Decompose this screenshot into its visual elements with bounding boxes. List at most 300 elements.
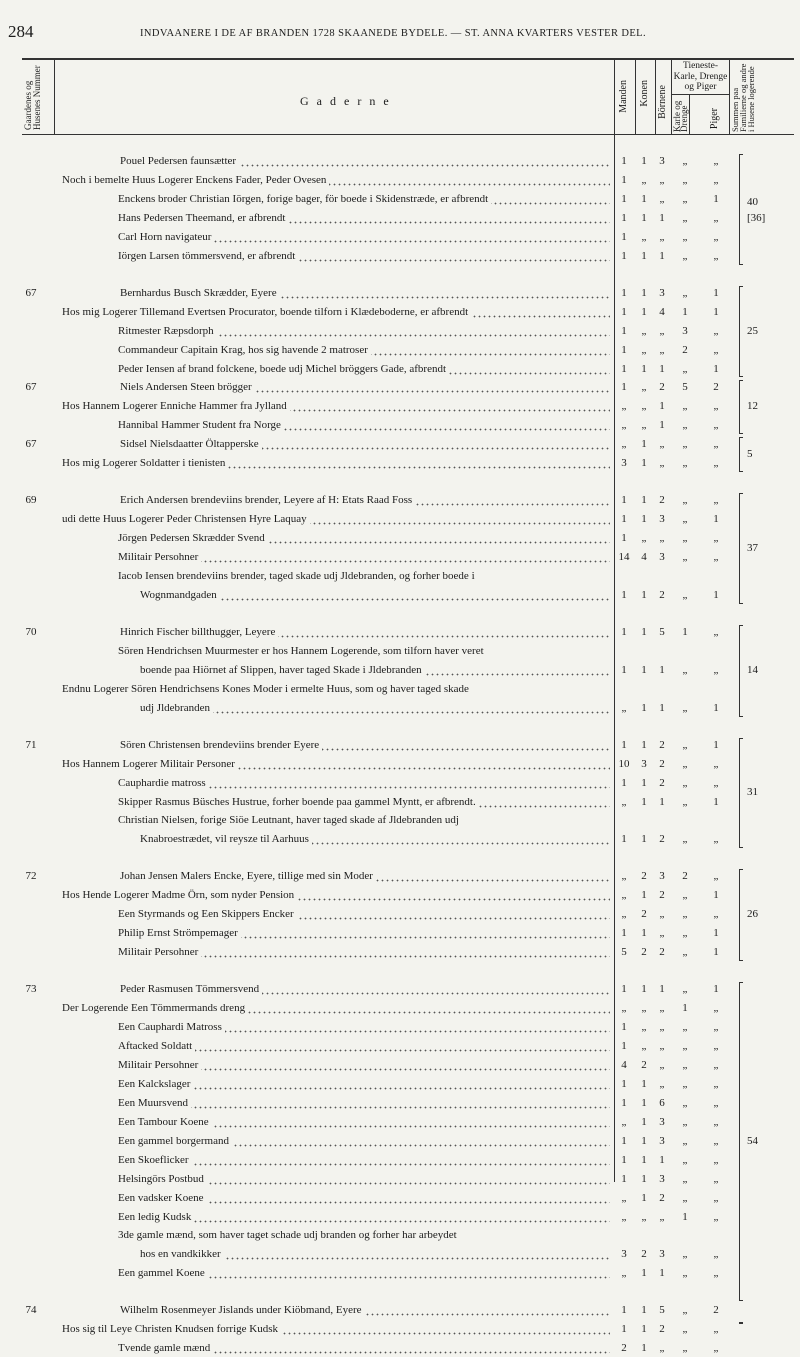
count-men: „	[621, 400, 627, 413]
family-total: 12	[747, 400, 758, 413]
resident-entry: Hannibal Hammer Student fra Norge	[118, 416, 610, 434]
count-men: 1	[621, 1134, 627, 1147]
count-servant-girls: „	[713, 173, 719, 186]
count-servant-girls: „	[713, 249, 719, 262]
table-row	[0, 1339, 800, 1357]
count-men: 1	[621, 663, 627, 676]
count-women: „	[641, 343, 647, 356]
count-men: 1	[621, 833, 627, 846]
table-row	[0, 378, 800, 396]
table-row	[0, 811, 800, 829]
family-total: 26	[747, 908, 758, 921]
table-row	[0, 586, 800, 604]
count-servant-girls: 1	[713, 192, 719, 205]
house-number: 69	[25, 494, 37, 507]
house-number: 74	[25, 1304, 37, 1317]
resident-entry: Knabroestrædet, vil reysze til Aarhuus	[140, 830, 610, 848]
count-servant-men: „	[682, 663, 688, 676]
count-servant-girls: 1	[713, 286, 719, 299]
count-servant-men: „	[682, 400, 688, 413]
table-row	[0, 1151, 800, 1169]
count-children: 2	[659, 588, 665, 601]
table-row	[0, 360, 800, 378]
count-servant-girls: 1	[713, 588, 719, 601]
count-servant-men: „	[682, 701, 688, 714]
count-men: 5	[621, 946, 627, 959]
count-children: „	[659, 1021, 665, 1033]
count-children: 1	[659, 663, 665, 676]
count-men: 1	[621, 1323, 627, 1336]
table-row	[0, 228, 800, 246]
table-row	[0, 943, 800, 961]
count-women: „	[641, 400, 647, 413]
count-servant-men: 2	[682, 343, 688, 356]
col-rule-women	[655, 58, 656, 135]
count-children: 1	[659, 983, 665, 996]
count-servant-girls: „	[713, 1039, 719, 1052]
count-men: „	[621, 1115, 627, 1128]
table-row	[0, 680, 800, 698]
table-row	[0, 924, 800, 942]
resident-entry: Cauphardie matross	[118, 774, 610, 792]
count-servant-girls: „	[713, 1058, 719, 1071]
count-women: 1	[641, 438, 647, 451]
table-row	[0, 736, 800, 754]
count-men: 1	[621, 532, 627, 545]
count-children: 3	[659, 1115, 665, 1128]
count-women: 1	[641, 286, 647, 299]
table-row	[0, 886, 800, 904]
count-servant-girls: „	[713, 1342, 719, 1355]
count-servant-men: „	[682, 983, 688, 996]
count-children: 2	[659, 889, 665, 902]
header-col-children: Börnene	[657, 85, 668, 119]
count-men: „	[621, 889, 627, 902]
family-bracket	[739, 1322, 743, 1324]
count-children: 2	[659, 381, 665, 394]
count-children: „	[659, 1039, 665, 1052]
resident-entry: Noch i bemelte Huus Logerer Enckens Fader, Peder Ovesen	[62, 171, 610, 189]
count-children: 1	[659, 419, 665, 432]
resident-entry: Peder Rasmusen Tömmersvend	[120, 980, 610, 998]
count-servant-girls: „	[713, 343, 719, 356]
count-servant-girls: „	[713, 625, 719, 638]
count-servant-men: „	[682, 738, 688, 751]
count-servant-men: „	[682, 249, 688, 262]
count-servant-girls: „	[713, 757, 719, 770]
table-row	[0, 755, 800, 773]
resident-entry: Skipper Rasmus Büsches Hustrue, forher boende paa gammel Myntt, er afbrendt.	[118, 793, 610, 811]
count-servant-girls: „	[713, 1153, 719, 1166]
count-servant-girls: 1	[713, 701, 719, 714]
table-row	[0, 1226, 800, 1244]
count-men: 1	[621, 211, 627, 224]
table-row	[0, 416, 800, 434]
count-men: 1	[621, 286, 627, 299]
count-servant-men: „	[682, 1039, 688, 1052]
count-servant-men: „	[682, 1191, 688, 1204]
count-children: „	[659, 1342, 665, 1355]
count-children: 1	[659, 795, 665, 808]
count-servant-men: „	[682, 211, 688, 224]
count-women: 1	[641, 1077, 647, 1090]
count-children: 2	[659, 1191, 665, 1204]
resident-entry: Sören Hendrichsen Muurmester er hos Hannem Logerende, som tilforn haver veret	[118, 644, 484, 657]
count-children: „	[659, 1210, 665, 1223]
table-row	[0, 1075, 800, 1093]
table-row	[0, 1113, 800, 1131]
count-servant-girls: „	[713, 1191, 719, 1204]
count-servant-girls: „	[713, 1096, 719, 1109]
resident-entry: Johan Jensen Malers Encke, Eyere, tillige med sin Moder	[120, 867, 610, 885]
count-women: 4	[641, 551, 647, 564]
count-men: 1	[621, 1039, 627, 1052]
count-women: 1	[641, 1096, 647, 1109]
count-servant-girls: 1	[713, 795, 719, 808]
count-servant-girls: „	[713, 1267, 719, 1280]
count-children: 1	[659, 362, 665, 375]
header-col-women: Konen	[639, 80, 650, 107]
count-men: 1	[621, 192, 627, 205]
count-servant-men: „	[682, 588, 688, 601]
resident-entry: Militair Persohner	[118, 1056, 610, 1074]
resident-entry: Peder Iensen af brand folckene, boede udj Michel bröggers Gade, afbrendt	[118, 360, 610, 378]
count-women: 1	[641, 1191, 647, 1204]
count-servant-girls: „	[713, 1021, 719, 1033]
table-row	[0, 152, 800, 170]
count-servant-girls: „	[713, 230, 719, 243]
count-children: 2	[659, 833, 665, 846]
count-men: 1	[621, 625, 627, 638]
count-men: 3	[621, 1248, 627, 1261]
count-children: „	[659, 908, 665, 921]
count-men: 14	[618, 551, 630, 564]
family-total: 25	[747, 324, 758, 337]
resident-entry: Bernhardus Busch Skrædder, Eyere	[120, 284, 610, 302]
resident-entry: Jörgen Pedersen Skrædder Svend	[118, 529, 610, 547]
count-men: „	[621, 701, 627, 714]
count-women: 1	[641, 738, 647, 751]
count-servant-men: „	[682, 1323, 688, 1336]
count-men: „	[621, 1267, 627, 1280]
count-servant-men: „	[682, 513, 688, 526]
table-row	[0, 1208, 800, 1226]
count-servant-girls: „	[713, 400, 719, 413]
table-row	[0, 1037, 800, 1055]
count-servant-girls: „	[713, 1323, 719, 1336]
count-women: 2	[641, 908, 647, 921]
count-women: 3	[641, 757, 647, 770]
count-servant-men: „	[682, 1248, 688, 1261]
count-women: „	[641, 1021, 647, 1033]
count-men: 1	[621, 155, 627, 167]
count-women: „	[641, 532, 647, 545]
resident-entry: Der Logerende Een Tömmermands dreng	[62, 999, 610, 1017]
count-servant-girls: 1	[713, 362, 719, 375]
count-women: 2	[641, 870, 647, 883]
count-men: 2	[621, 1342, 627, 1355]
resident-entry: Commandeur Capitain Krag, hos sig havende 2 matroser	[118, 341, 610, 359]
count-servant-men: „	[682, 795, 688, 808]
count-children: „	[659, 927, 665, 940]
count-servant-girls: 1	[713, 305, 719, 318]
count-women: 1	[641, 1267, 647, 1280]
resident-entry: Hos mig Logerer Tillemand Evertsen Procurator, boende tilforn i Klædeboderne, er afbrendt	[62, 303, 610, 321]
count-servant-men: „	[682, 1134, 688, 1147]
count-servant-men: „	[682, 438, 688, 451]
count-children: 6	[659, 1096, 665, 1109]
count-servant-girls: 1	[713, 927, 719, 940]
count-children: 3	[659, 155, 665, 167]
count-children: „	[659, 1002, 665, 1015]
resident-entry: Een gammel Koene	[118, 1264, 610, 1282]
count-men: 10	[618, 757, 630, 770]
count-men: „	[621, 438, 627, 451]
table-row	[0, 623, 800, 641]
header-bottom-rule	[22, 134, 794, 135]
count-servant-men: „	[682, 1021, 688, 1033]
resident-entry: Carl Horn navigateur	[118, 228, 610, 246]
table-row	[0, 171, 800, 189]
count-servant-girls: „	[713, 532, 719, 545]
count-men: 1	[621, 983, 627, 996]
count-women: 1	[641, 1304, 647, 1317]
count-servant-girls: „	[713, 1077, 719, 1090]
count-children: 1	[659, 1153, 665, 1166]
count-servant-men: „	[682, 1172, 688, 1185]
count-servant-girls: „	[713, 833, 719, 846]
table-row	[0, 510, 800, 528]
table-row	[0, 1320, 800, 1338]
header-col-street: G a d e r n e	[300, 94, 392, 108]
resident-entry: Endnu Logerer Sören Hendrichsens Kones Moder i ermelte Huus, som og haver taged skade	[62, 682, 469, 695]
count-women: 1	[641, 211, 647, 224]
count-women: „	[641, 381, 647, 394]
col-rule-number	[54, 58, 55, 135]
table-row	[0, 1170, 800, 1188]
count-women: „	[641, 1210, 647, 1223]
count-women: 1	[641, 305, 647, 318]
count-servant-men: „	[682, 946, 688, 959]
count-servant-girls: 1	[713, 513, 719, 526]
count-men: 1	[621, 1304, 627, 1317]
count-women: „	[641, 1002, 647, 1015]
resident-entry: Christian Nielsen, forige Siöe Leutnant, haver taged skade af Jldebranden udj	[118, 814, 459, 827]
resident-entry: Een gammel borgermand	[118, 1132, 610, 1150]
count-men: 4	[621, 1058, 627, 1071]
resident-entry: Hos Hannem Logerer Enniche Hammer fra Jylland	[62, 397, 610, 415]
count-servant-men: „	[682, 1077, 688, 1090]
count-women: 1	[641, 625, 647, 638]
resident-entry: Erich Andersen brendeviins brender, Leyere af H: Etats Raad Foss	[120, 491, 610, 509]
count-men: 1	[621, 776, 627, 789]
count-children: 4	[659, 305, 665, 318]
count-servant-men: „	[682, 551, 688, 564]
count-men: „	[621, 419, 627, 432]
count-servant-girls: 1	[713, 738, 719, 751]
count-servant-men: „	[682, 776, 688, 789]
count-servant-men: „	[682, 230, 688, 243]
count-servant-girls: „	[713, 1210, 719, 1223]
count-men: 3	[621, 457, 627, 470]
table-row	[0, 567, 800, 585]
count-servant-men: 5	[682, 381, 688, 394]
table-row	[0, 830, 800, 848]
resident-entry: Een vadsker Koene	[118, 1189, 610, 1207]
resident-entry: Een Skoeflicker	[118, 1151, 610, 1169]
count-women: 1	[641, 701, 647, 714]
table-row	[0, 980, 800, 998]
count-women: 1	[641, 155, 647, 167]
house-number: 67	[25, 381, 37, 394]
count-men: „	[621, 1210, 627, 1223]
count-servant-men: „	[682, 1096, 688, 1109]
count-women: 1	[641, 927, 647, 940]
count-women: „	[641, 1039, 647, 1052]
count-men: „	[621, 1002, 627, 1015]
header-col-number: Gaardenes og Husenes Nummer	[23, 65, 42, 130]
count-servant-girls: „	[713, 457, 719, 470]
count-children: 2	[659, 776, 665, 789]
count-women: 1	[641, 249, 647, 262]
table-row	[0, 1094, 800, 1112]
count-servant-men: 2	[682, 870, 688, 883]
resident-entry: Sören Christensen brendeviins brender Eyere	[120, 736, 610, 754]
count-servant-girls: 1	[713, 946, 719, 959]
count-men: „	[621, 1191, 627, 1204]
col-rule-servants-split	[689, 95, 690, 135]
count-women: 1	[641, 1323, 647, 1336]
resident-entry: Hos mig Logerer Soldatter i tienisten	[62, 454, 610, 472]
count-servant-girls: „	[713, 908, 719, 921]
table-row	[0, 867, 800, 885]
col-rule-men	[635, 58, 636, 135]
count-children: 3	[659, 1134, 665, 1147]
count-servant-men: 1	[682, 1002, 688, 1015]
count-servant-men: „	[682, 1115, 688, 1128]
count-women: 1	[641, 1342, 647, 1355]
count-men: 1	[621, 362, 627, 375]
count-men: 1	[621, 1077, 627, 1090]
count-servant-men: „	[682, 757, 688, 770]
family-total: 37	[747, 541, 758, 554]
family-total: 14	[747, 663, 758, 676]
count-women: „	[641, 173, 647, 186]
resident-entry: Een Muursvend	[118, 1094, 610, 1112]
count-children: 5	[659, 625, 665, 638]
count-servant-girls: „	[713, 1172, 719, 1185]
resident-entry: Iacob Iensen brendeviins brender, taged skade udj Jldebranden, og forher boede i	[118, 570, 475, 582]
house-number: 70	[25, 625, 37, 638]
count-women: 1	[641, 1134, 647, 1147]
resident-entry: Wognmandgaden	[140, 586, 610, 604]
count-servant-men: „	[682, 1304, 688, 1317]
count-servant-girls: „	[713, 1134, 719, 1147]
count-women: 1	[641, 663, 647, 676]
count-women: „	[641, 419, 647, 432]
col-rule-servants-group	[671, 94, 729, 95]
resident-entry: Tvende gamle mænd	[118, 1339, 610, 1357]
header-col-servant-men: Karle og Drenge	[672, 100, 689, 132]
count-men: „	[621, 870, 627, 883]
count-servant-girls: 2	[713, 1304, 719, 1317]
count-children: „	[659, 1077, 665, 1090]
count-women: „	[641, 230, 647, 243]
table-row	[0, 247, 800, 265]
count-servant-girls: 2	[713, 381, 719, 394]
table-row	[0, 1056, 800, 1074]
count-children: 2	[659, 1323, 665, 1336]
house-number: 67	[25, 438, 37, 451]
count-children: 2	[659, 738, 665, 751]
count-men: 1	[621, 381, 627, 394]
count-men: 1	[621, 588, 627, 601]
count-children: 1	[659, 1267, 665, 1280]
count-men: 1	[621, 1172, 627, 1185]
resident-entry: Helsingörs Postbud	[118, 1170, 610, 1188]
count-children: „	[659, 192, 665, 205]
header-servants-group: Tieneste-Karle, Drenge og Piger	[673, 61, 728, 92]
count-men: 1	[621, 249, 627, 262]
count-servant-men: „	[682, 362, 688, 375]
count-servant-girls: „	[713, 211, 719, 224]
page-number: 284	[8, 22, 34, 41]
count-servant-girls: „	[713, 870, 719, 883]
count-servant-men: „	[682, 1342, 688, 1355]
resident-entry: Ritmester Ræpsdorph	[118, 322, 610, 340]
count-servant-girls: „	[713, 776, 719, 789]
count-men: 1	[621, 927, 627, 940]
count-men: 1	[621, 494, 627, 507]
count-servant-men: „	[682, 419, 688, 432]
count-children: 3	[659, 551, 665, 564]
count-women: 2	[641, 946, 647, 959]
count-women: 1	[641, 362, 647, 375]
count-children: „	[659, 532, 665, 545]
count-women: 1	[641, 983, 647, 996]
header-top-rule	[22, 58, 794, 60]
table-row	[0, 999, 800, 1017]
count-servant-men: „	[682, 927, 688, 940]
count-servant-men: „	[682, 833, 688, 846]
resident-entry: Een Cauphardi Matross	[118, 1018, 610, 1036]
count-servant-girls: „	[713, 438, 719, 451]
house-number: 67	[25, 286, 37, 299]
count-men: „	[621, 795, 627, 808]
count-children: 1	[659, 211, 665, 224]
count-servant-men: „	[682, 532, 688, 545]
count-children: 1	[659, 400, 665, 413]
family-total: 40	[747, 196, 758, 209]
count-children: 2	[659, 757, 665, 770]
count-children: 3	[659, 1248, 665, 1261]
resident-entry: Hos Hannem Logerer Militair Personer	[62, 755, 610, 773]
table-row	[0, 1264, 800, 1282]
count-servant-men: „	[682, 889, 688, 902]
resident-entry: Sidsel Nielsdaatter Öltapperske	[120, 435, 610, 453]
count-women: 1	[641, 513, 647, 526]
running-title: INDVAANERE I DE AF BRANDEN 1728 SKAANEDE BYDELE. — ST. ANNA KVARTERS VESTER DEL.	[140, 28, 647, 39]
count-women: 2	[641, 1058, 647, 1071]
count-children: „	[659, 230, 665, 243]
resident-entry: Enckens broder Christian Iörgen, forige bager, för boede i Skidenstræde, er afbrendt	[118, 190, 610, 208]
header-col-total: Summen paa Familierne og andre i Husene logerende	[730, 63, 756, 132]
count-servant-girls: „	[713, 419, 719, 432]
count-servant-girls: „	[713, 324, 719, 337]
count-women: 1	[641, 494, 647, 507]
count-children: 2	[659, 494, 665, 507]
resident-entry: Hos sig til Leye Christen Knudsen forrige Kudsk	[62, 1320, 610, 1338]
